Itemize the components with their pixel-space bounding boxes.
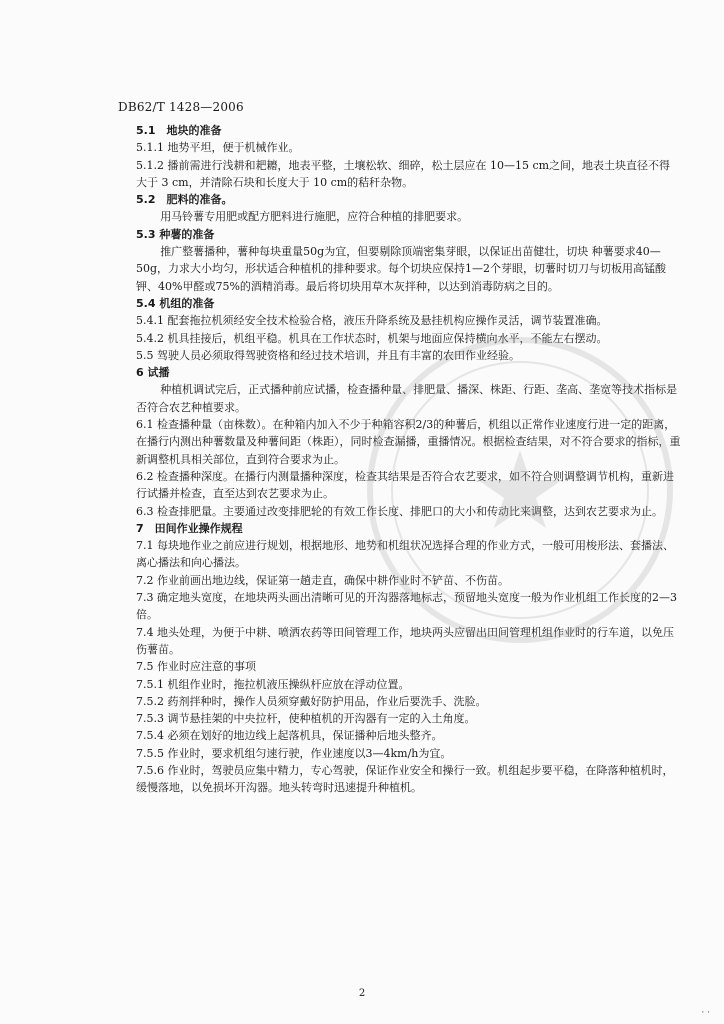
body-paragraph: 5.1.1 地势平坦，便于机械作业。 (136, 141, 300, 155)
body-paragraph: 5.5 驾驶人员必须取得驾驶资格和经过技术培训，并且有丰富的农田作业经验。 (136, 348, 520, 362)
body-paragraph: 7.5.3 调节悬挂架的中央拉杆，使种植机的开沟器有一定的入土角度。 (136, 712, 476, 726)
standard-code-header: DB62/T 1428—2006 (118, 100, 244, 114)
body-paragraph: 5.4.1 配套拖拉机须经安全技术检验合格，液压升降系统及悬挂机构应操作灵活，调节装置准确。 (136, 314, 608, 328)
body-paragraph: 用马铃薯专用肥或配方肥料进行施肥，应符合种植的排肥要求。 (160, 210, 469, 224)
scan-corner-mark: · · (701, 1008, 710, 1018)
body-paragraph: 7.5.4 必须在划好的地边线上起落机具，保证播种后地头整齐。 (136, 729, 443, 743)
body-paragraph: 6.2 检查播种深度。在播行内测量播种深度，检查其结果是否符合农艺要求，如不符合则调整调节机构，重新进行试播并检查，直至达到农艺要求为止。 (136, 469, 674, 501)
page-number: 2 (358, 988, 366, 999)
body-paragraph: 5.1.2 播前需进行浅耕和耙耱，地表平整，土壤松软、细碎，松土层应在 10—15 cm之间，地表土块直径不得大于 3 cm，并清除石块和长度大于 10 cm的秸秆杂物。 (136, 158, 671, 189)
section-heading: 7 田间作业操作规程 (136, 521, 243, 535)
body-paragraph: 推广整薯播种，薯种每块重量50g为宜，但要剔除顶端密集芽眼，以保证出苗健壮，切块 种薯要求40—50g，力求大小均匀，形状适合种植机的排种要求。每个切块应保持1—2个芽眼，切薯时切刀与切板用高锰酸钾、40%甲醛或75%的酒精消毒。最后将切块用草木灰拌种，以达到消毒防病之目的。 (136, 245, 667, 293)
body-paragraph: 7.1 每块地作业之前应进行规划，根据地形、地势和机组状况选择合理的作业方式，一般可用梭形法、套播法、离心播法和向心播法。 (136, 539, 674, 570)
section-heading: 5.1 地块的准备 (136, 124, 222, 137)
body-paragraph: 7.3 确定地头宽度，在地块两头画出清晰可见的开沟器落地标志，预留地头宽度一般为作业机组工作长度的2—3倍。 (136, 591, 677, 622)
body-paragraph: 种植机调试完后，正式播种前应试播，检查播种量、排肥量、播深、株距、行距、垄高、垄宽等技术指标是否符合农艺种植要求。 (136, 383, 678, 414)
body-paragraph: 7.5.1 机组作业时，拖拉机液压操纵杆应放在浮动位置。 (136, 677, 410, 691)
body-paragraph: 7.5.6 作业时，驾驶员应集中精力，专心驾驶，保证作业安全和操行一致。机组起步要平稳，在降落种植机时，缓慢落地，以免损坏开沟器。地头转弯时迅速提升种植机。 (136, 763, 674, 795)
section-heading: 5.3 种薯的准备 (136, 227, 215, 241)
body-paragraph: 6.3 检查排肥量。主要通过改变排肥轮的有效工作长度、排肥口的大小和传动比来调整，达到农艺要求为止。 (136, 504, 663, 518)
body-paragraph: 7.5.5 作业时，要求机组匀速行驶，作业速度以3—4km/h为宜。 (136, 746, 452, 760)
body-paragraph: 6.1 检查播种量（亩株数）。在种箱内加入不少于种箱容积2/3的种薯后，机组以正常作业速度行进一定的距离，在播行内测出种薯数量及种薯间距（株距），同时检查漏播，重播情况。根据检查结果，对不符合要求的指标，重新调整机具相关部位，直到符合要求为止。 (136, 418, 681, 466)
section-heading: 6 试播 (136, 366, 170, 380)
section-heading: 5.2 肥料的准备。 (136, 193, 233, 207)
document-body (136, 122, 681, 797)
body-paragraph: 7.2 作业前画出地边线，保证第一趟走直，确保中耕作业时不铲苗、不伤苗。 (136, 573, 509, 587)
body-paragraph: 5.4.2 机具挂接后，机组平稳。机具在工作状态时，机架与地面应保持横向水平，不能左右摆动。 (136, 331, 608, 345)
body-paragraph: 7.5.2 药剂拌种时，操作人员须穿戴好防护用品，作业后要洗手、洗脸。 (136, 694, 487, 708)
body-paragraph: 7.5 作业时应注意的事项 (136, 660, 256, 674)
body-paragraph: 7.4 地头处理，为便于中耕、喷洒农药等田间管理工作，地块两头应留出田间管理机组作业时的行车道，以免压伤薯苗。 (136, 625, 674, 656)
section-heading: 5.4 机组的准备 (136, 296, 215, 310)
